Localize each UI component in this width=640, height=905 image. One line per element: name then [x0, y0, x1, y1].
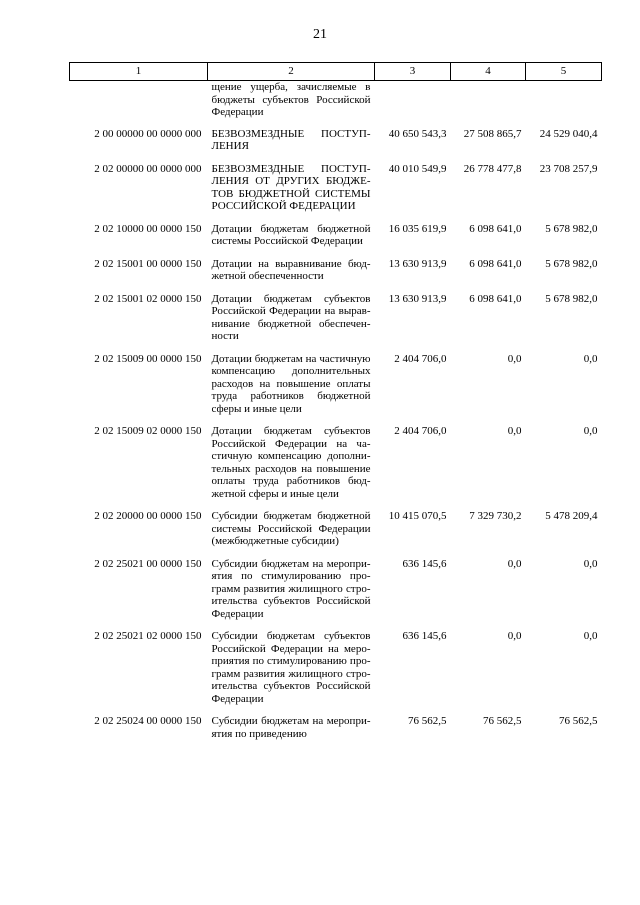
amount-column-5	[526, 81, 602, 128]
amount-column-3: 13 630 913,9	[388, 257, 447, 270]
amount-column-4: 26 778 477,8	[463, 162, 522, 175]
revenue-name: Субсидии бюджетам субъектов Российской Федерации на мероприятия по стимулированию программ развития жилищного строительства субъектов Российской Федерации	[211, 630, 371, 705]
classification-code: 2 02 15001 00 0000 150	[94, 257, 202, 270]
table-row	[70, 353, 602, 426]
page-number: 21	[313, 27, 327, 42]
column-header-2: 2	[208, 63, 375, 81]
column-header-4: 4	[451, 63, 526, 81]
classification-code: 2 02 10000 00 0000 150	[94, 222, 202, 235]
amount-column-4: 6 098 641,0	[469, 222, 522, 235]
amount-column-5: 5 678 982,0	[545, 292, 598, 305]
revenue-name: Дотации на выравнивание бюджетной обеспеченности	[211, 257, 371, 282]
classification-code: 2 00 00000 00 0000 000	[94, 127, 202, 140]
column-header-3: 3	[375, 63, 451, 81]
table-row	[70, 81, 602, 128]
amount-column-3: 2 404 706,0	[394, 352, 447, 365]
amount-column-4: 76 562,5	[483, 715, 522, 727]
amount-column-5: 23 708 257,9	[539, 162, 598, 175]
revenue-name: Субсидии бюджетам на мероприятия по приведению	[211, 715, 371, 740]
revenue-name: Дотации бюджетам субъектов Российской Федерации на частичную компенсацию дополнительных расходов на повышение оплаты труда работников бюджетной сферы и иные цели	[211, 425, 371, 500]
revenue-name: Дотации бюджетам на частичную компенсацию дополнительных расходов на повышение оплаты труда работников бюджетной сферы и иные цели	[211, 352, 371, 415]
table-row	[70, 630, 602, 715]
amount-column-5: 0,0	[583, 425, 598, 437]
revenue-name: щение ущерба, зачисляемые в бюджеты субъектов Российской Федерации	[211, 81, 371, 118]
amount-column-4: 0,0	[507, 557, 522, 570]
table-row	[70, 128, 602, 163]
classification-code	[70, 81, 208, 128]
amount-column-5: 0,0	[583, 352, 598, 365]
classification-code: 2 02 25021 00 0000 150	[94, 557, 202, 570]
amount-column-5: 24 529 040,4	[539, 127, 598, 140]
amount-column-4	[451, 81, 526, 128]
classification-code: 2 02 15009 00 0000 150	[94, 352, 202, 365]
amount-column-5: 0,0	[583, 630, 598, 642]
amount-column-3	[375, 81, 451, 128]
revenue-name: Дотации бюджетам субъектов Российской Федерации на выравнивание бюджетной обеспеченности	[211, 292, 371, 342]
revenue-name: Субсидии бюджетам бюджетной системы Российской Федерации (межбюджетные субсидии)	[211, 510, 371, 547]
amount-column-3: 636 145,6	[402, 557, 447, 570]
amount-column-4: 6 098 641,0	[469, 257, 522, 270]
amount-column-3: 10 415 070,5	[388, 510, 447, 522]
amount-column-5: 5 678 982,0	[545, 222, 598, 235]
column-header-5: 5	[526, 63, 602, 81]
amount-column-3: 2 404 706,0	[394, 425, 447, 437]
classification-code: 2 02 25021 02 0000 150	[94, 630, 202, 642]
revenue-name: БЕЗВОЗМЕЗДНЫЕ ПОСТУПЛЕНИЯ ОТ ДРУГИХ БЮДЖЕТОВ БЮДЖЕТНОЙ СИСТЕМЫ РОССИЙСКОЙ ФЕДЕРАЦИИ	[211, 162, 371, 212]
classification-code: 2 02 20000 00 0000 150	[94, 510, 202, 522]
amount-column-4: 0,0	[507, 352, 522, 365]
table-row	[70, 558, 602, 631]
amount-column-3: 13 630 913,9	[388, 292, 447, 305]
amount-column-5: 76 562,5	[559, 715, 598, 727]
revenue-name: Субсидии бюджетам на мероприятия по стимулированию программ развития жилищного строительства субъектов Российской Федерации	[211, 557, 371, 620]
amount-column-3: 40 650 543,3	[388, 127, 447, 140]
classification-code: 2 02 00000 00 0000 000	[94, 162, 202, 175]
table-row	[70, 163, 602, 223]
amount-column-5: 5 478 209,4	[545, 510, 598, 522]
table-row	[70, 715, 602, 750]
amount-column-5: 0,0	[583, 557, 598, 570]
amount-column-4: 27 508 865,7	[463, 127, 522, 140]
amount-column-4: 6 098 641,0	[469, 292, 522, 305]
amount-column-3: 636 145,6	[402, 630, 447, 642]
revenue-name: Дотации бюджетам бюджетной системы Российской Федерации	[211, 222, 371, 247]
amount-column-4: 0,0	[507, 425, 522, 437]
table-row	[70, 258, 602, 293]
amount-column-3: 16 035 619,9	[388, 222, 447, 235]
amount-column-5: 5 678 982,0	[545, 257, 598, 270]
amount-column-3: 76 562,5	[408, 715, 447, 727]
amount-column-3: 40 010 549,9	[388, 162, 447, 175]
classification-code: 2 02 15009 02 0000 150	[94, 425, 202, 437]
amount-column-4: 7 329 730,2	[469, 510, 522, 522]
column-header-1: 1	[70, 63, 208, 81]
budget-revenue-table	[69, 62, 602, 750]
table-row	[70, 510, 602, 558]
classification-code: 2 02 25024 00 0000 150	[94, 715, 202, 727]
table-row	[70, 293, 602, 353]
classification-code: 2 02 15001 02 0000 150	[94, 292, 202, 305]
table-row	[70, 223, 602, 258]
amount-column-4: 0,0	[507, 630, 522, 642]
table-header-row	[70, 63, 602, 81]
table-row	[70, 425, 602, 510]
revenue-name: БЕЗВОЗМЕЗДНЫЕ ПОСТУПЛЕНИЯ	[211, 127, 371, 152]
